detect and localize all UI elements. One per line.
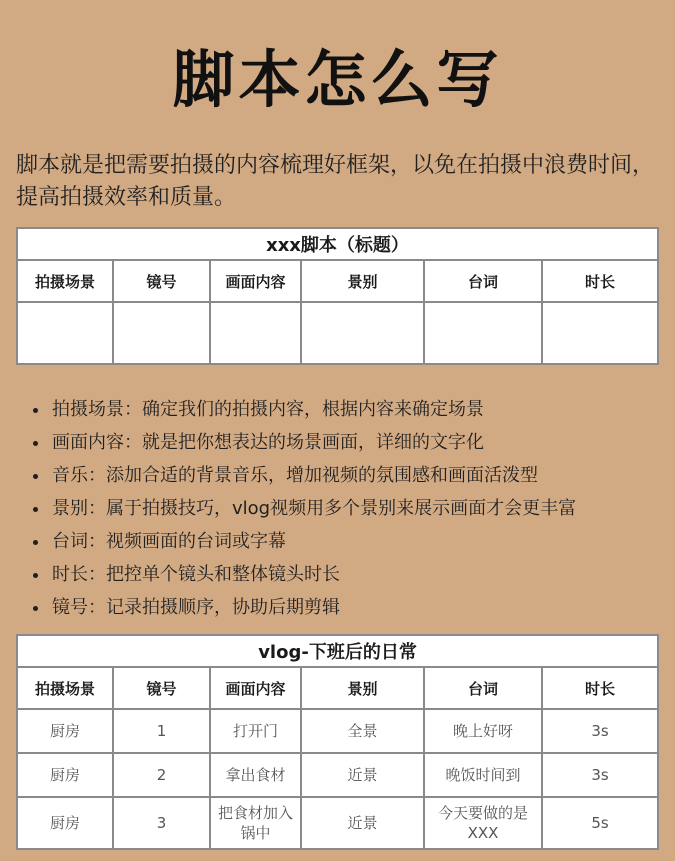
- note-item: • 拍摄场景：确定我们的拍摄内容，根据内容来确定场景: [50, 393, 670, 426]
- template-header-shot-number: 镜号: [113, 260, 210, 302]
- example-header-duration: 时长: [542, 667, 658, 709]
- cell-content: 打开门: [210, 709, 301, 753]
- template-header-duration: 时长: [542, 260, 658, 302]
- intro-paragraph: 脚本就是把需要拍摄的内容梳理好框架，以免在拍摄中浪费时间，提高拍摄效率和质量。: [16, 153, 655, 210]
- cell-scene: 厨房: [17, 797, 113, 849]
- cell-lines: 晚上好呀: [424, 709, 542, 753]
- template-empty-cell: [17, 302, 113, 364]
- table-row: [17, 797, 658, 849]
- template-empty-cell: [542, 302, 658, 364]
- note-item: • 景别：属于拍摄技巧，vlog视频用多个景别来展示画面才会更丰富: [50, 492, 670, 525]
- template-header-content: 画面内容: [210, 260, 301, 302]
- cell-duration: 3s: [542, 753, 658, 797]
- template-header-scene: 拍摄场景: [17, 260, 113, 302]
- cell-content: 拿出食材: [210, 753, 301, 797]
- table-row: [17, 709, 658, 753]
- note-item: • 音乐：添加合适的背景音乐，增加视频的氛围感和画面活泼型: [50, 459, 670, 492]
- example-header-shot-size: 景别: [301, 667, 424, 709]
- page-title: 脚本怎么写: [172, 43, 503, 116]
- template-header-shot-size: 景别: [301, 260, 424, 302]
- template-header-lines: 台词: [424, 260, 542, 302]
- example-header-scene: 拍摄场景: [17, 667, 113, 709]
- note-item: • 镜号：记录拍摄顺序，协助后期剪辑: [50, 591, 670, 624]
- cell-lines: 今天要做的是XXX: [424, 797, 542, 849]
- example-table: [16, 634, 659, 850]
- example-header-content: 画面内容: [210, 667, 301, 709]
- note-item: • 时长：把控单个镜头和整体镜头时长: [50, 558, 670, 591]
- cell-shot-number: 3: [113, 797, 210, 849]
- example-header-shot-number: 镜号: [113, 667, 210, 709]
- cell-shot-size: 近景: [301, 753, 424, 797]
- cell-scene: 厨房: [17, 753, 113, 797]
- template-empty-cell: [210, 302, 301, 364]
- cell-scene: 厨房: [17, 709, 113, 753]
- cell-shot-number: 2: [113, 753, 210, 797]
- note-item: • 台词：视频画面的台词或字幕: [50, 525, 670, 558]
- notes-list: [30, 393, 670, 624]
- cell-shot-size: 近景: [301, 797, 424, 849]
- cell-content: 把食材加入锅中: [210, 797, 301, 849]
- note-item: • 画面内容：就是把你想表达的场景画面，详细的文字化: [50, 426, 670, 459]
- example-table-caption: vlog-下班后的日常: [17, 635, 658, 667]
- cell-shot-size: 全景: [301, 709, 424, 753]
- cell-shot-number: 1: [113, 709, 210, 753]
- cell-duration: 3s: [542, 709, 658, 753]
- template-empty-cell: [424, 302, 542, 364]
- example-header-lines: 台词: [424, 667, 542, 709]
- template-empty-cell: [301, 302, 424, 364]
- table-row: [17, 753, 658, 797]
- cell-lines: 晚饭时间到: [424, 753, 542, 797]
- cell-duration: 5s: [542, 797, 658, 849]
- template-table: [16, 227, 659, 365]
- template-table-caption: xxx脚本（标题）: [17, 228, 658, 260]
- template-empty-cell: [113, 302, 210, 364]
